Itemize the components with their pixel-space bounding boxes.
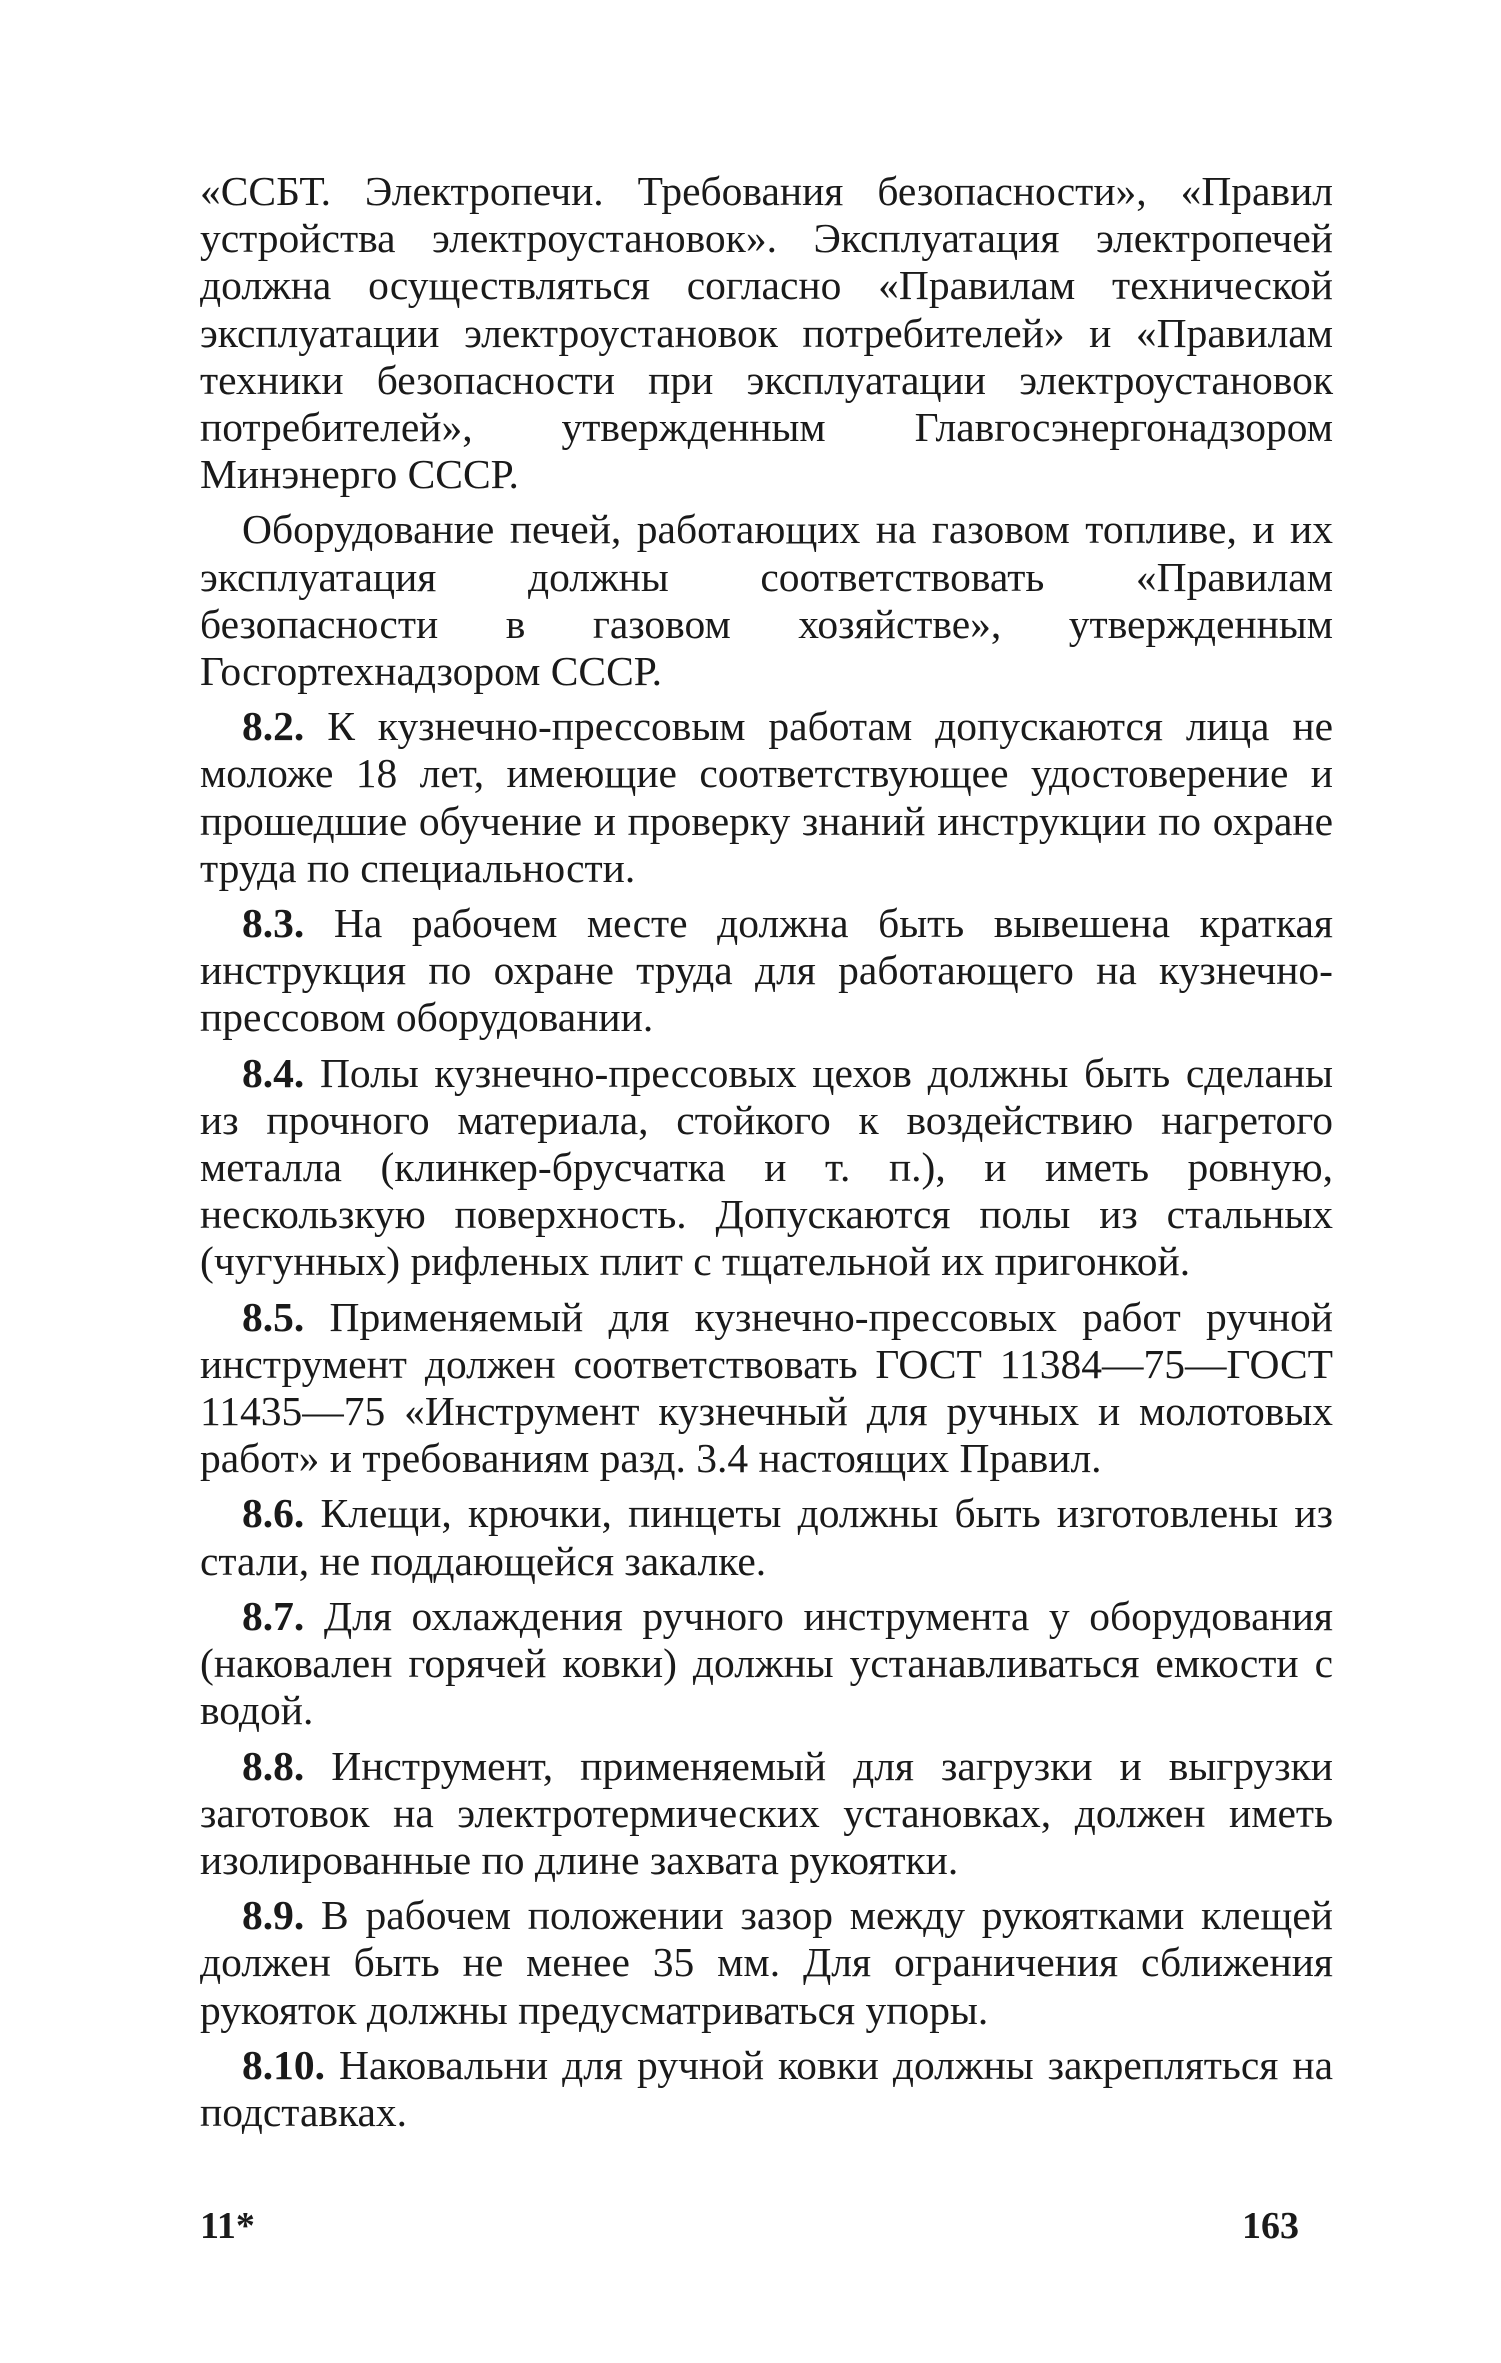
paragraph-8-7: [200, 1593, 1333, 1735]
paragraph-8-2: [200, 703, 1333, 892]
paragraph-8-10: [200, 2042, 1333, 2136]
paragraph-gas-equipment: [200, 506, 1333, 695]
paragraph-text: Для охлаждения ручного инструмента у оборудования (наковален горячей ковки) должны устанавливаться емкости с водой.: [200, 1592, 1333, 1734]
page-body: [200, 168, 1333, 2144]
paragraph-number: 8.7.: [242, 1592, 305, 1639]
paragraph-text: Полы кузнечно-прессовых цехов должны быть сделаны из прочного материала, стойкого к воздействию нагретого металла (клинкер-брусчатка и т. п.), и иметь ровную, нескользкую поверхность. Допускаются полы из стальных (чугунных) рифленых плит с тщательной их пригонкой.: [200, 1049, 1333, 1285]
paragraph-8-6: [200, 1490, 1333, 1584]
page-number: 163: [1242, 2205, 1299, 2247]
paragraph-text: «ССБТ. Электропечи. Требования безопасности», «Правил устройства электроустановок». Эксплуатация электропечей должна осуществляться согласно «Правилам технической эксплуатации электроустановок потребителей» и «Правилам техники безопасности при эксплуатации электроустановок потребителей», утвержденным Главгосэнергонадзором Минэнерго СССР.: [200, 168, 1333, 498]
paragraph-8-8: [200, 1743, 1333, 1885]
paragraph-text: Оборудование печей, работающих на газовом топливе, и их эксплуатация должны соответствовать «Правилам безопасности в газовом хозяйстве», утвержденным Госгортехнадзором СССР.: [200, 506, 1333, 695]
paragraph-text: Инструмент, применяемый для загрузки и выгрузки заготовок на электротермических установках, должен иметь изолированные по длине захвата рукоятки.: [200, 1742, 1333, 1883]
paragraph-8-4: [200, 1050, 1333, 1286]
signature-mark: 11*: [200, 2205, 255, 2247]
page-footer: [200, 2204, 1333, 2254]
paragraph-text: В рабочем положении зазор между рукоятками клещей должен быть не менее 35 мм. Для ограничения сближения рукояток должны предусматриваться упоры.: [200, 1892, 1333, 2033]
paragraph-number: 8.2.: [242, 703, 305, 750]
paragraph-text: На рабочем месте должна быть вывешена краткая инструкция по охране труда для работающего на кузнечно-прессовом оборудовании.: [200, 900, 1334, 1041]
paragraph-number: 8.9.: [242, 1892, 305, 1939]
paragraph-8-3: [200, 900, 1333, 1042]
paragraph-text: Клещи, крючки, пинцеты должны быть изготовлены из стали, не поддающейся закалке.: [200, 1490, 1333, 1584]
paragraph-text: Применяемый для кузнечно-прессовых работ ручной инструмент должен соответствовать ГОСТ 11384—75—ГОСТ 11435—75 «Инструмент кузнечный для ручных и молотовых работ» и требованиям разд. 3.4 настоящих Правил.: [200, 1293, 1334, 1482]
paragraph-8-9: [200, 1892, 1333, 2034]
paragraph-number: 8.5.: [242, 1293, 305, 1340]
paragraph-8-5: [200, 1294, 1333, 1483]
paragraph-number: 8.10.: [242, 2041, 325, 2088]
paragraph-number: 8.6.: [242, 1490, 305, 1537]
paragraph-text: Наковальни для ручной ковки должны закрепляться на подставках.: [200, 2041, 1333, 2135]
paragraph-number: 8.8.: [242, 1742, 305, 1789]
paragraph-number: 8.3.: [242, 900, 305, 947]
paragraph-text: К кузнечно-прессовым работам допускаются лица не моложе 18 лет, имеющие соответствующее удостоверение и прошедшие обучение и проверку знаний инструкции по охране труда по специальности.: [200, 703, 1333, 891]
paragraph-continuation: [200, 168, 1333, 498]
paragraph-number: 8.4.: [242, 1049, 305, 1096]
